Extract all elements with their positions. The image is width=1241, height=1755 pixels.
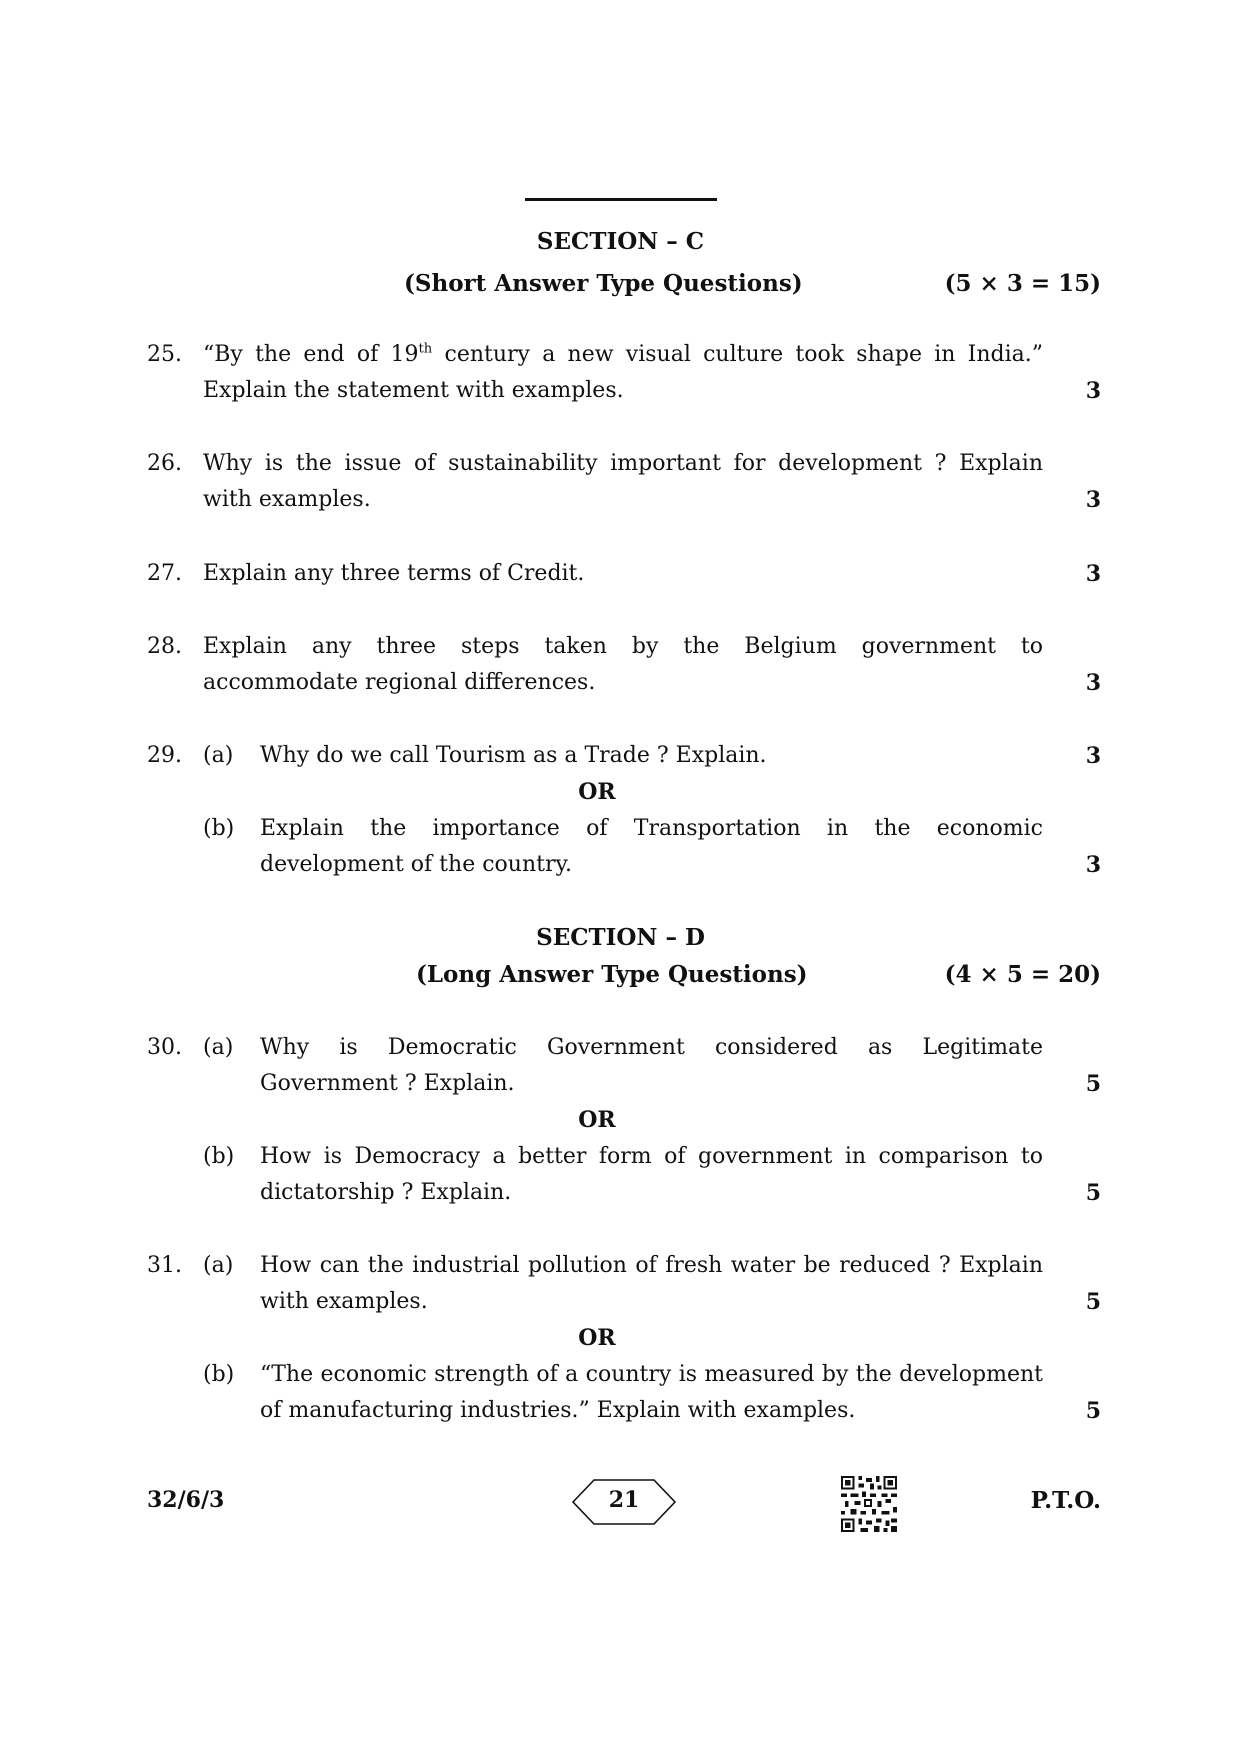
question-number-29: 29.	[147, 743, 182, 768]
question-25-superscript: th	[418, 341, 433, 357]
question-30-option-b-line-1: How is Democracy a better form of government in comparison to	[260, 1144, 1043, 1169]
question-29-option-a-line-1: Why do we call Tourism as a Trade ? Explain.	[260, 743, 767, 768]
question-number-25: 25.	[147, 342, 182, 367]
header-rule	[525, 198, 717, 201]
question-27-marks: 3	[1085, 561, 1101, 587]
question-30-option-a-line-2: Government ? Explain.	[260, 1071, 515, 1096]
paper-code: 32/6/3	[147, 1487, 225, 1513]
question-31-option-b-line-2: of manufacturing industries.” Explain with examples.	[260, 1398, 856, 1423]
question-number-28: 28.	[147, 634, 182, 659]
question-31-option-b-line-1: “The economic strength of a country is measured by the development	[260, 1362, 1043, 1387]
question-25-text-b: century a new visual culture took shape in India.”	[432, 342, 1043, 367]
question-28-line-1: Explain any three steps taken by the Belgium government to	[203, 634, 1043, 659]
question-28-line-2: accommodate regional differences.	[203, 670, 596, 695]
question-31-option-a-label: (a)	[203, 1253, 234, 1278]
question-30-option-b-marks: 5	[1085, 1180, 1101, 1206]
question-29-option-a-label: (a)	[203, 743, 234, 768]
question-25-marks: 3	[1085, 378, 1101, 404]
section-c-title: SECTION – C	[536, 228, 705, 255]
question-29-option-b-line-1: Explain the importance of Transportation in the economic	[260, 816, 1043, 841]
question-30-option-a-marks: 5	[1085, 1071, 1101, 1097]
section-d-title: SECTION – D	[536, 924, 705, 951]
question-number-27: 27.	[147, 561, 182, 586]
section-c-marks-total: (5 × 3 = 15)	[944, 270, 1101, 297]
section-c-subtitle: (Short Answer Type Questions)	[404, 270, 803, 297]
question-31-option-a-line-1: How can the industrial pollution of fresh water be reduced ? Explain	[260, 1253, 1043, 1278]
question-30-option-b-line-2: dictatorship ? Explain.	[260, 1180, 512, 1205]
question-number-26: 26.	[147, 451, 182, 476]
question-30-or: OR	[578, 1107, 616, 1133]
question-26-line-1: Why is the issue of sustainability important for development ? Explain	[203, 451, 1043, 476]
question-25-line-2: Explain the statement with examples.	[203, 378, 624, 403]
question-28-marks: 3	[1085, 670, 1101, 696]
question-30-option-a-label: (a)	[203, 1035, 234, 1060]
question-27-line-1: Explain any three terms of Credit.	[203, 561, 585, 586]
question-31-option-b-marks: 5	[1085, 1398, 1101, 1424]
question-29-option-b-marks: 3	[1085, 852, 1101, 878]
question-29-or: OR	[578, 779, 616, 805]
question-31-option-b-label: (b)	[203, 1362, 235, 1387]
question-29-option-b-label: (b)	[203, 816, 235, 841]
question-31-option-a-marks: 5	[1085, 1289, 1101, 1315]
question-30-option-a-line-1: Why is Democratic Government considered as Legitimate	[260, 1035, 1043, 1060]
page-number: 21	[608, 1487, 640, 1513]
question-30-option-b-label: (b)	[203, 1144, 235, 1169]
question-31-option-a-line-2: with examples.	[260, 1289, 428, 1314]
question-31-or: OR	[578, 1325, 616, 1351]
question-26-marks: 3	[1085, 487, 1101, 513]
section-d-marks-total: (4 × 5 = 20)	[944, 961, 1101, 988]
please-turn-over: P.T.O.	[1030, 1487, 1101, 1514]
question-25-line-1	[203, 342, 1043, 367]
question-26-line-2: with examples.	[203, 487, 371, 512]
question-29-option-b-line-2: development of the country.	[260, 852, 572, 877]
question-29-option-a-marks: 3	[1085, 743, 1101, 769]
qr-code-icon	[841, 1476, 897, 1532]
question-number-31: 31.	[147, 1253, 182, 1278]
section-d-subtitle: (Long Answer Type Questions)	[416, 961, 808, 988]
question-number-30: 30.	[147, 1035, 182, 1060]
question-25-text-a: “By the end of 19	[203, 342, 419, 367]
